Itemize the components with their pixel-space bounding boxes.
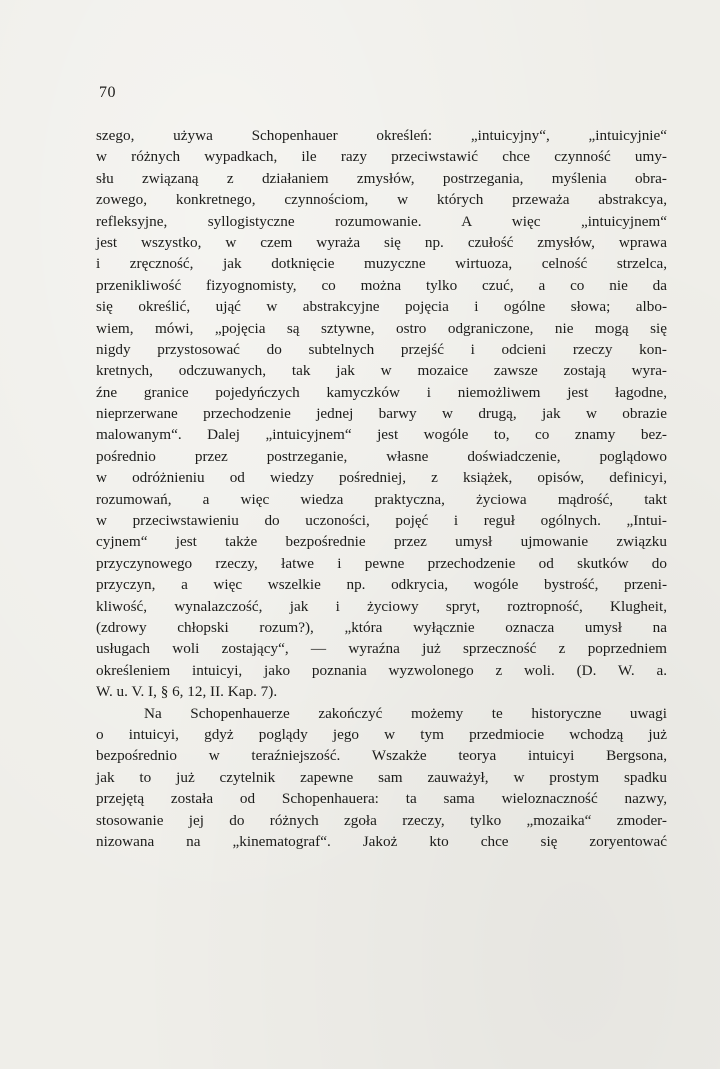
text-line: słu związaną z działaniem zmysłów, postrzegania, myślenia obra- [96, 169, 667, 187]
text-line: kretnych, odczuwanych, tak jak w mozaice zawsze zostają wyra- [96, 362, 667, 380]
text-line: (zdrowy chłopski rozum?), „która wyłącznie oznacza umysł na [96, 618, 667, 636]
text-line: nizowana na „kinematograf“. Jakoż kto chce się zoryentować [96, 832, 667, 850]
text-line: pośrednio przez postrzeganie, własne doświadczenie, poglądowo [96, 447, 667, 465]
text-line: rozumowań, a więc wiedza praktyczna, życiowa mądrość, takt [96, 490, 667, 508]
text-line: W. u. V. I, § 6, 12, II. Kap. 7). [96, 683, 278, 701]
text-line: refleksyjne, syllogistyczne rozumowanie. A więc „intuicyjnem“ [96, 212, 667, 230]
body-text [96, 125, 667, 852]
text-line: przyczynowego rzeczy, łatwe i pewne przechodzenie od skutków do [96, 554, 667, 572]
text-line: cyjnem“ jest także bezpośrednie przez umysł ujmowanie związku [96, 533, 667, 551]
text-line: kliwość, wynalazczość, jak i życiowy spryt, roztropność, Klugheit, [96, 597, 667, 615]
text-line: usługach woli zostający“, — wyraźna już sprzeczność z poprzedniem [96, 640, 667, 658]
text-line: określeniem intuicyi, jako poznania wyzwolonego z woli. (D. W. a. [96, 661, 667, 679]
text-line: w różnych wypadkach, ile razy przeciwstawić chce czynność umy- [96, 148, 667, 166]
text-line: o intuicyi, gdyż poglądy jego w tym przedmiocie wchodzą już [96, 725, 667, 743]
text-line: przyczyn, a więc wszelkie np. odkrycia, wogóle bystrość, przeni- [96, 576, 667, 594]
text-line: szego, używa Schopenhauer określeń: „intuicyjny“, „intuicyjnie“ [96, 127, 667, 144]
text-line: przenikliwość fizyognomisty, co można tylko czuć, a co nie da [96, 276, 667, 294]
text-line: przejętą została od Schopenhauera: ta sama wieloznaczność nazwy, [96, 790, 667, 808]
text-line: nigdy przystosować do subtelnych przejść i odcieni rzeczy kon- [96, 340, 667, 358]
text-line: jest wszystko, w czem wyraża się np. czułość zmysłów, wprawa [96, 233, 667, 251]
text-line: bezpośrednio w teraźniejszość. Wszakże teorya intuicyi Bergsona, [96, 747, 667, 765]
text-line: wiem, mówi, „pojęcia są sztywne, ostro odgraniczone, nie mogą się [96, 319, 667, 337]
text-line: nieprzerwane przechodzenie jednej barwy w drugą, jak w obrazie [96, 405, 667, 423]
text-line: w odróżnieniu od wiedzy pośredniej, z książek, opisów, definicyi, [96, 469, 667, 487]
text-line: malowanym“. Dalej „intuicyjnem“ jest wogóle to, co znamy bez- [96, 426, 667, 444]
text-line: jak to już czytelnik zapewne sam zauważył, w prostym spadku [96, 768, 667, 786]
text-line: stosowanie jej do różnych zgoła rzeczy, tylko „mozaika“ zmoder- [96, 811, 667, 829]
text-line: się określić, ująć w abstrakcyjne pojęcia i ogólne słowa; albo- [96, 298, 667, 316]
text-line: w przeciwstawieniu do uczoności, pojęć i reguł ogólnych. „Intui- [96, 512, 667, 530]
text-line: Na Schopenhauerze zakończyć możemy te historyczne uwagi [144, 704, 667, 722]
text-line: źne granice pojedyńczych kamyczków i niemożliwem jest łagodne, [96, 383, 667, 401]
text-line: zowego, konkretnego, czynnościom, w których przeważa abstrakcya, [96, 191, 667, 209]
page-number: 70 [99, 84, 116, 101]
text-line: i zręczność, jak dotknięcie muzyczne wirtuoza, celność strzelca, [96, 255, 667, 273]
